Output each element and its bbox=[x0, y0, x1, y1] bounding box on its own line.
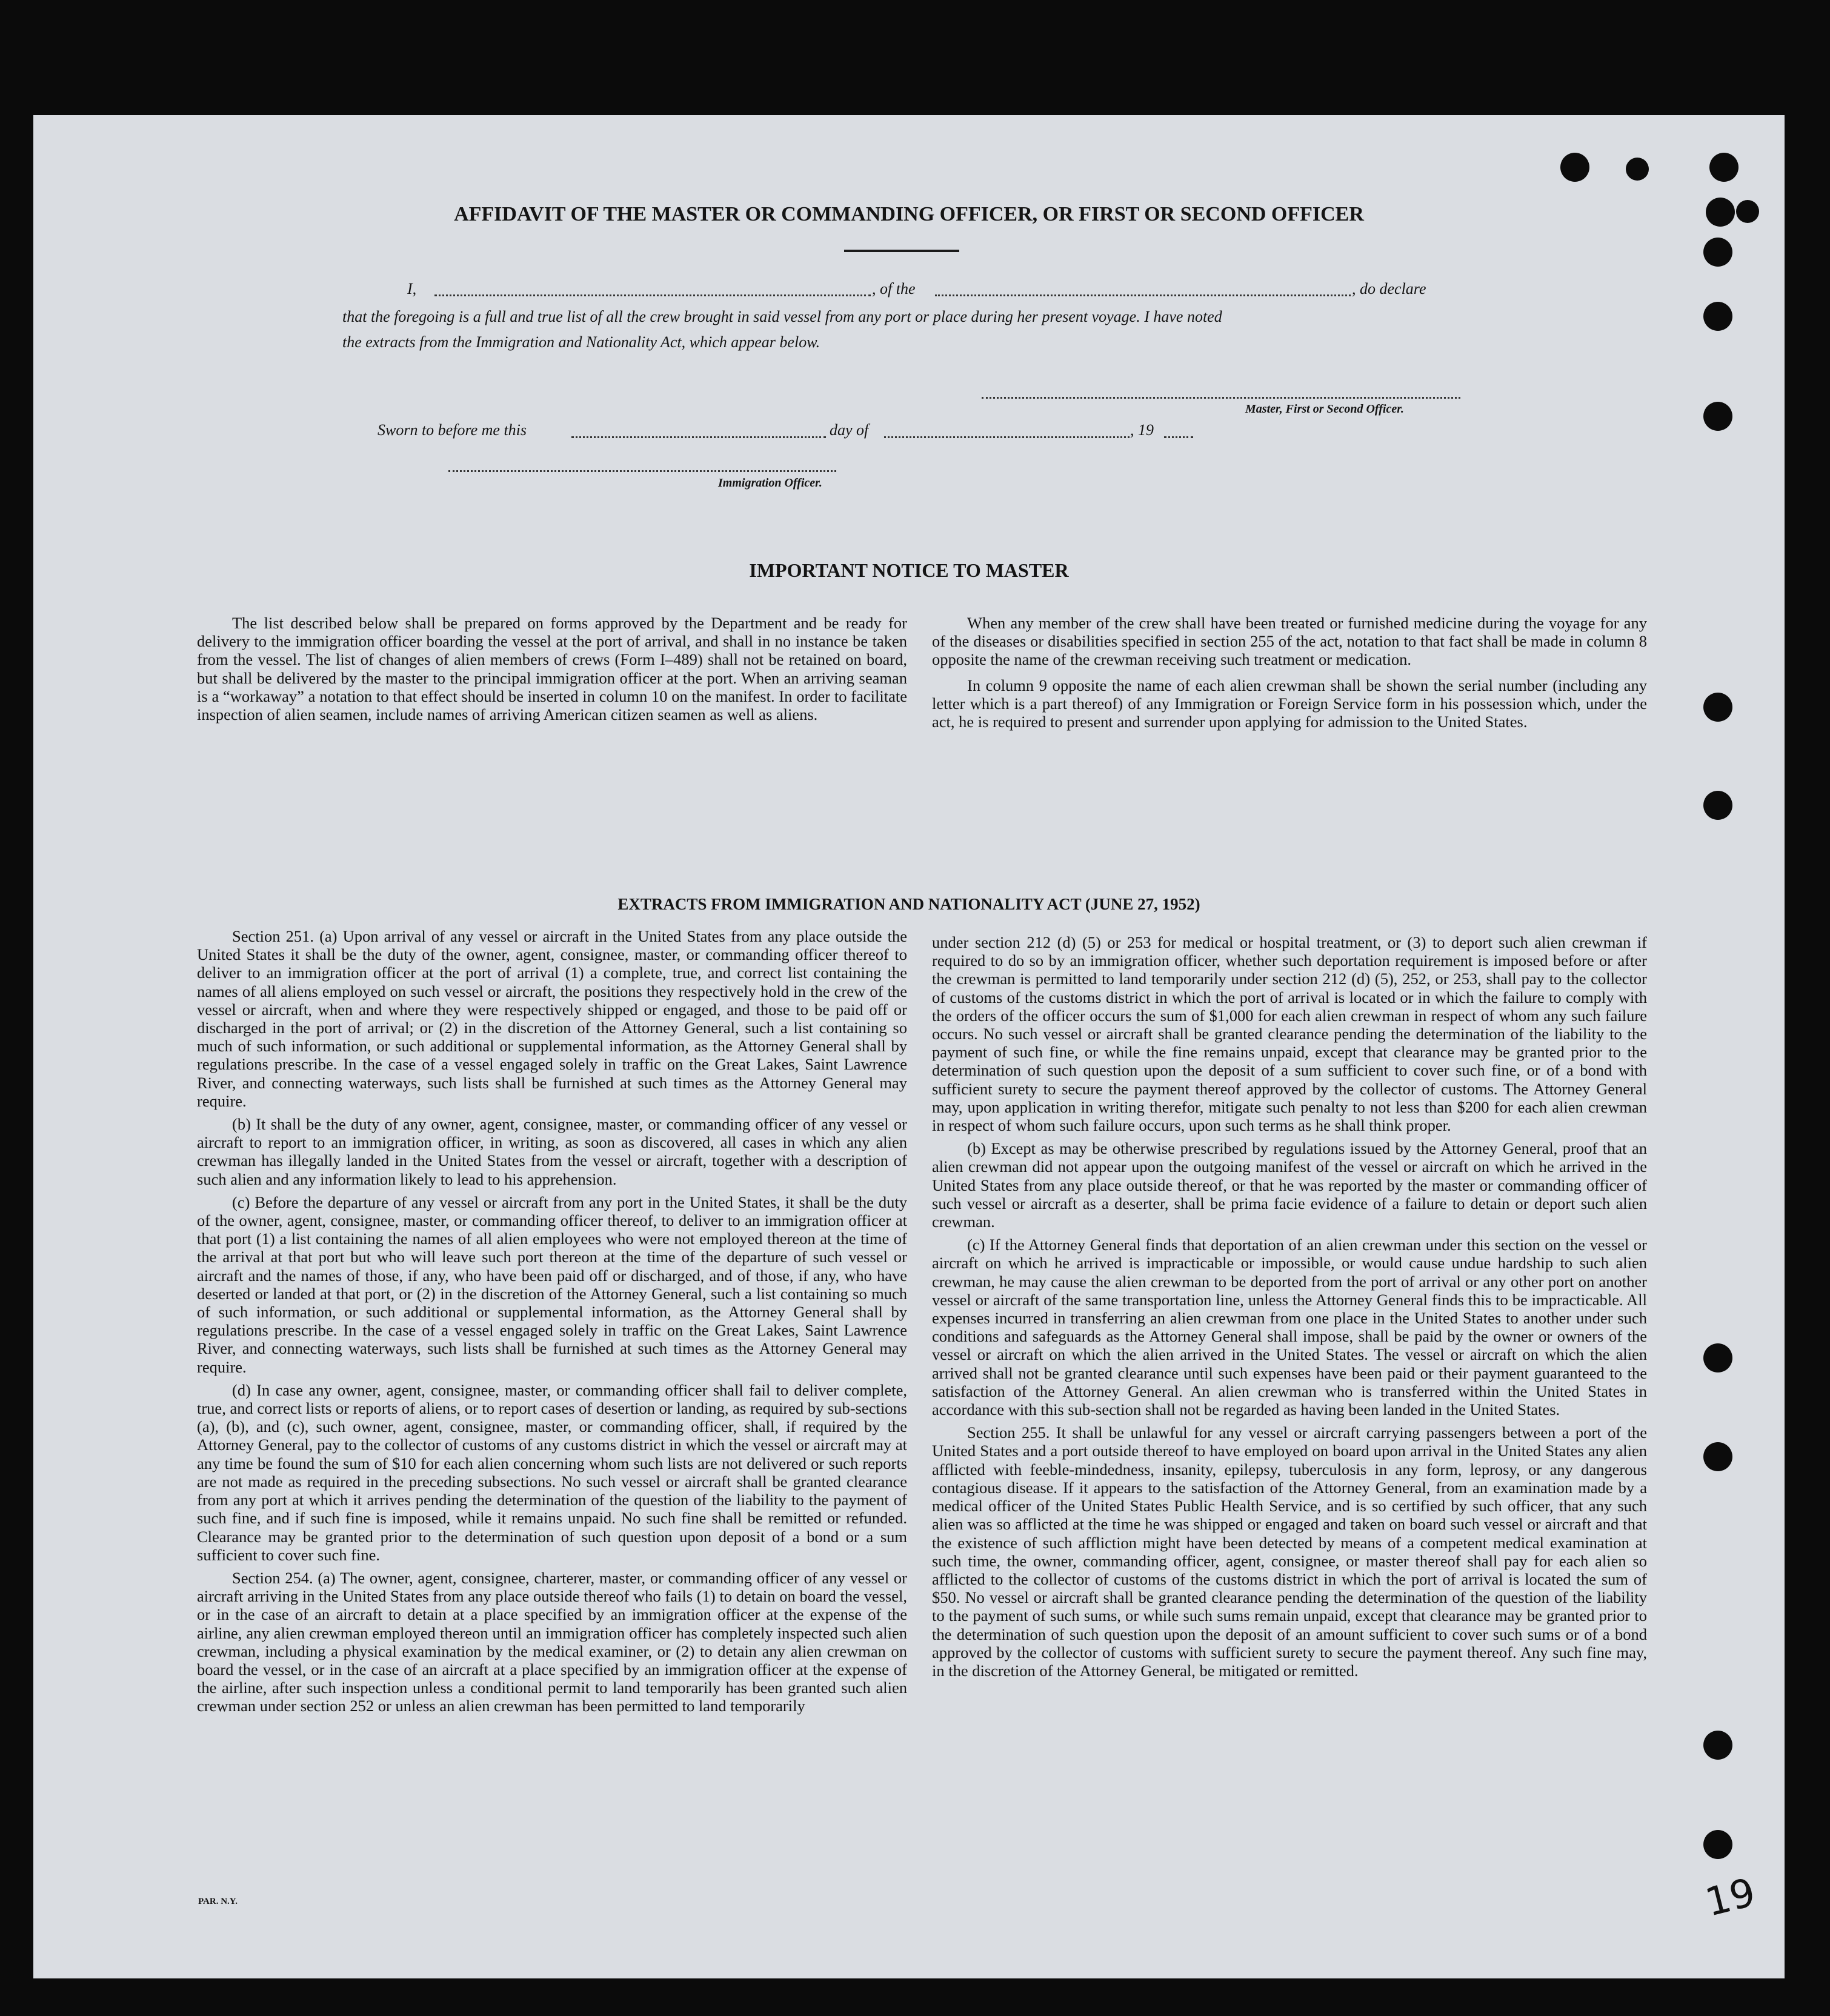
notice-right-column bbox=[932, 614, 1647, 738]
punch-hole bbox=[1703, 693, 1732, 722]
affidavit-line-2: that the foregoing is a full and true list of all the crew brought in said vessel from any port or place during her present voyage. I have noted bbox=[342, 308, 1222, 325]
affidavit-i-label: I, bbox=[407, 280, 417, 298]
handwritten-page-number: 19 bbox=[1701, 1870, 1760, 1926]
affidavit-line-3: the extracts from the Immigration and Nationality Act, which appear below. bbox=[342, 333, 820, 351]
punch-hole bbox=[1626, 158, 1649, 181]
punch-hole bbox=[1703, 1442, 1732, 1471]
section-paragraph: (d) In case any owner, agent, consignee, master, or commanding officer shall fail to deliver complete, true, and correct lists or reports of aliens, or to report cases of desertion or landing, as required by sub-sections (a), (b), and (c), such owner, agent, consignee, master, or commanding officer, shall, if required by the Attorney General, pay to the collector of customs of any customs district in which the vessel or aircraft may at any time be found the sum of $10 for each alien concerning whom such lists are not delivered or such reports are not made as required in the preceding subsections. No such vessel or aircraft shall be granted clearance from any port at which it arrives pending the determination of the question of the liability to the payment of such fine, and if such fine is imposed, while it remains unpaid. No such fine shall be remitted or refunded. Clearance may be granted prior to the determination of such question upon deposit of a bond or a sum sufficient to cover such fine. bbox=[197, 1380, 907, 1564]
punch-hole bbox=[1703, 302, 1732, 331]
document-page bbox=[33, 115, 1785, 1978]
sworn-label: Sworn to before me this bbox=[378, 421, 527, 439]
printer-mark: PAR. N.Y. bbox=[198, 1897, 238, 1906]
extracts-left-column bbox=[197, 927, 907, 1720]
section-paragraph: under section 212 (d) (5) or 253 for medical or hospital treatment, or (3) to deport such alien crewman if required to do so by an immigration officer, whether such deportation requirement is imposed before or after the crewman is permitted to land temporarily under section 212 (d) (5), 252, or 253, shall pay to the collector of customs of the customs district in which the port of arrival is located or in which the failure to comply with the orders of the officer occurs the sum of $1,000 for each alien crewman in respect of whom any such failure occurs. No such vessel or aircraft shall be granted clearance pending the determination of the liability to the payment of such fine, or while the fine remains unpaid, except that clearance may be granted prior to the determination of such question upon the deposit of a sum sufficient to cover such fine, or of a bond with sufficient surety to secure the payment thereof approved by the collector of customs. The Attorney General may, upon application in writing therefor, mitigate such penalty to not less than $200 for each alien crewman in respect of whom such failure occurs, upon such terms as he shall think proper. bbox=[932, 933, 1647, 1135]
punch-hole bbox=[1703, 238, 1732, 267]
day-of-label: day of bbox=[830, 421, 869, 439]
sworn-day-field[interactable] bbox=[571, 436, 826, 438]
punch-hole bbox=[1560, 153, 1589, 182]
year-label: , 19 bbox=[1130, 421, 1154, 439]
name-field[interactable] bbox=[434, 294, 871, 296]
section-paragraph: (b) Except as may be otherwise prescribed by regulations issued by the Attorney General, proof that an alien crewman did not appear upon the outgoing manifest of the vessel or aircraft on which he arrived in the United States from any place outside thereof, or that he was reported by the master or commanding officer of such vessel or aircraft as a deserter, shall be prima facie evidence of a failure to detain or deport such alien crewman. bbox=[932, 1139, 1647, 1231]
section-paragraph: Section 255. It shall be unlawful for any vessel or aircraft carrying passengers between a port of the United States and a port outside thereof to have employed on board upon arrival in the United States any alien afflicted with feeble-mindedness, insanity, epilepsy, tuberculosis in any form, leprosy, or any dangerous contagious disease. If it appears to the satisfaction of the Attorney General, from an examination made by a medical officer of the United States Public Health Service, and is so certified by such officer, that any such alien was so afflicted at the time he was shipped or engaged and taken on board such vessel or aircraft and that the existence of such affliction might have been detected by means of a competent medical examination at such time, the owner, commanding officer, agent, consignee, or master thereof shall pay for each alien so afflicted to the collector of customs of the customs district in which the port of arrival is located the sum of $50. No vessel or aircraft shall be granted clearance pending the determination of the question of the liability to the payment of such sums, or while such sums remain unpaid, except that clearance may be granted prior to the determination of such question upon the deposit of an amount sufficient to cover such sums or of a bond approved by the collector of customs with sufficient surety to secure the payment thereof. Any such fine may, in the discretion of the Attorney General, be mitigated or remitted. bbox=[932, 1423, 1647, 1680]
section-paragraph: (b) It shall be the duty of any owner, agent, consignee, master, or commanding officer of any vessel or aircraft to report to an immigration officer, in writing, as soon as discovered, all cases in which any alien crewman has illegally landed in the United States from the vessel or aircraft, together with a description of such alien and any information likely to lead to his apprehension. bbox=[197, 1115, 907, 1188]
notice-title: IMPORTANT NOTICE TO MASTER bbox=[749, 559, 1069, 581]
notice-left-column bbox=[197, 614, 907, 731]
notice-paragraph: The list described below shall be prepared on forms approved by the Department and be ready for delivery to the immigration officer boarding the vessel at the port of arrival, and shall in no instance be taken from the vessel. The list of changes of alien members of crews (Form I–489) shall not be retained on board, but shall be delivered by the master to the principal immigration officer at the port. When an arriving seaman is a “workaway” a notation to that effect should be inserted in column 10 on the manifest. In order to facilitate inspection of alien seamen, include names of arriving American citizen seamen as well as aliens. bbox=[197, 614, 907, 724]
punch-hole bbox=[1703, 1343, 1732, 1372]
punch-hole bbox=[1703, 791, 1732, 820]
notice-paragraph: When any member of the crew shall have been treated or furnished medicine during the voyage for any of the diseases or disabilities specified in section 255 of the act, notation to that fact shall be made in column 8 opposite the name of the crewman receiving such treatment or medication. bbox=[932, 614, 1647, 669]
title-rule bbox=[844, 250, 959, 252]
officer-signature-caption: Immigration Officer. bbox=[718, 476, 822, 490]
affidavit-title: AFFIDAVIT OF THE MASTER OR COMMANDING OFFICER, OR FIRST OR SECOND OFFICER bbox=[454, 203, 1364, 225]
master-signature-line[interactable] bbox=[982, 397, 1460, 399]
affidavit-of-label: , of the bbox=[872, 280, 916, 298]
punch-hole bbox=[1703, 402, 1732, 431]
affidavit-declare-label: , do declare bbox=[1352, 280, 1426, 298]
notice-paragraph: In column 9 opposite the name of each alien crewman shall be shown the serial number (including any letter which is a part thereof) of any Immigration or Foreign Service form in his possession which, under the act, he is required to present and surrender upon applying for admission to the United States. bbox=[932, 676, 1647, 731]
punch-hole bbox=[1703, 1731, 1732, 1760]
section-paragraph: (c) If the Attorney General finds that deportation of an alien crewman under this section on the vessel or aircraft on which he arrived is impracticable or impossible, or would cause undue hardship to such alien crewman, he may cause the alien crewman to be deported from the port of arrival or any other port on another vessel or aircraft of the same transportation line, unless the Attorney General finds this to be impracticable. All expenses incurred in transferring an alien crewman from one place in the United States to another under such conditions and safeguards as the Attorney General shall impose, shall be paid by the owner or owners of the vessel or aircraft on which the alien arrived in the United States. The vessel or aircraft on which the alien arrived shall not be granted clearance until such expenses have been paid or their payment guaranteed to the satisfaction of the Attorney General. An alien crewman who is transferred within the United States in accordance with this sub-section shall not be regarded as having been landed in the United States. bbox=[932, 1236, 1647, 1419]
punch-hole bbox=[1709, 153, 1738, 182]
extracts-title: EXTRACTS FROM IMMIGRATION AND NATIONALITY ACT (JUNE 27, 1952) bbox=[617, 895, 1200, 913]
master-signature-caption: Master, First or Second Officer. bbox=[1245, 402, 1404, 416]
vessel-field[interactable] bbox=[935, 294, 1351, 296]
sworn-month-field[interactable] bbox=[884, 436, 1130, 438]
punch-hole bbox=[1703, 1830, 1732, 1859]
section-paragraph: Section 251. (a) Upon arrival of any vessel or aircraft in the United States from any place outside the United States it shall be the duty of the owner, agent, consignee, master, or commanding officer thereof to deliver to an immigration officer at the port of arrival (1) a complete, true, and correct list containing the names of all aliens employed on such vessel or aircraft, the positions they respectively hold in the crew of the vessel or aircraft, when and where they were respectively shipped or engaged, and those to be paid off or discharged in the port of arrival; or (2) in the discretion of the Attorney General, such a list containing so much of such information, or such additional or supplemental information, as the Attorney General shall by regulations prescribe. In the case of a vessel engaged solely in traffic on the Great Lakes, Saint Lawrence River, and connecting waterways, such lists shall be furnished at such times as the Attorney General may require. bbox=[197, 927, 907, 1110]
section-paragraph: (c) Before the departure of any vessel or aircraft from any port in the United States, it shall be the duty of the owner, agent, consignee, master, or commanding officer thereof, to deliver to an immigration officer at that port (1) a list containing the names of all alien employees who were not employed thereon at the time of the arrival at that port but who will leave such port thereon at the time of the departure of such vessel or aircraft and the names of those, if any, who have been paid off or discharged, and of those, if any, who have deserted or landed at that port, or (2) in the discretion of the Attorney General, such a list containing so much of such information, or such additional or supplemental information, as the Attorney General shall by regulations prescribe. In the case of a vessel engaged solely in traffic on the Great Lakes, Saint Lawrence River, and connecting waterways, such lists shall be furnished at such times as the Attorney General may require. bbox=[197, 1193, 907, 1376]
section-paragraph: Section 254. (a) The owner, agent, consignee, charterer, master, or commanding officer of any vessel or aircraft arriving in the United States from any place outside thereof who fails (1) to detain on board the vessel, or in the case of an aircraft to detain at a place specified by an immigration officer at the expense of the airline, any alien crewman employed thereon until an immigration officer has completely inspected such alien crewman, including a physical examination by the medical examiner, or (2) to detain any alien crewman on board the vessel, or in the case of an aircraft at a place specified by an immigration officer at the expense of the airline, after such inspection unless a conditional permit to land temporarily has been granted such alien crewman under section 252 or unless an alien crewman has been permitted to land temporarily bbox=[197, 1568, 907, 1715]
year-field[interactable] bbox=[1164, 436, 1193, 438]
extracts-right-column bbox=[932, 933, 1647, 1685]
officer-signature-line[interactable] bbox=[448, 470, 836, 472]
